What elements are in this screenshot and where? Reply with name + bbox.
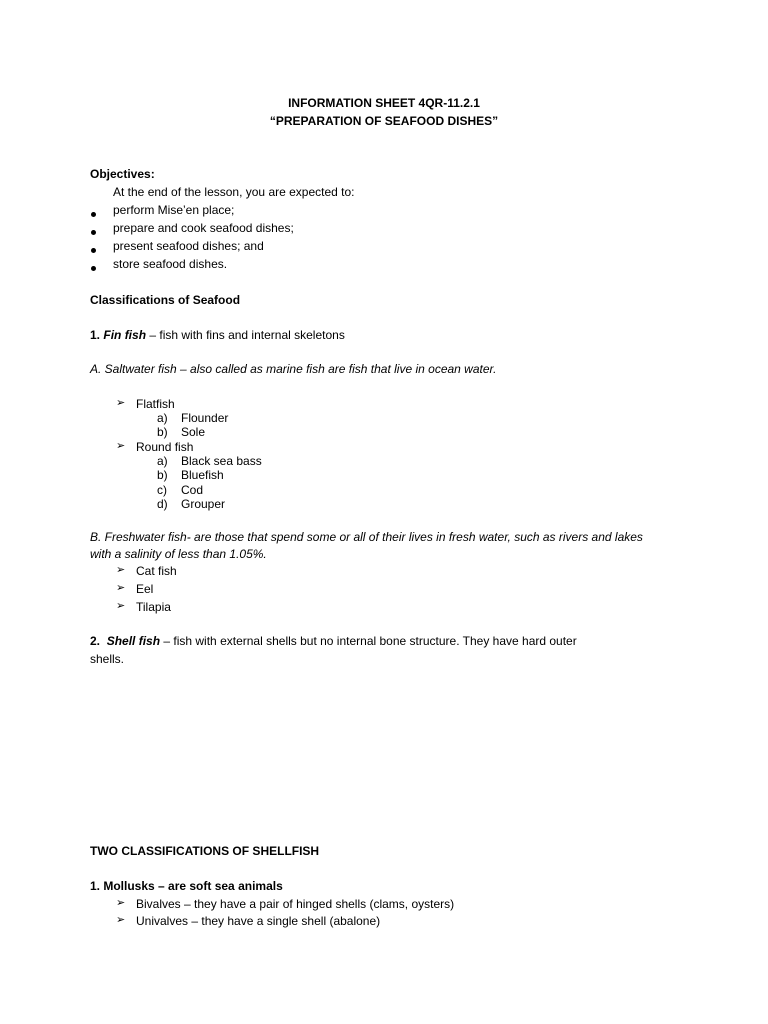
shellfish-classifications-heading: TWO CLASSIFICATIONS OF SHELLFISH [90, 844, 320, 858]
list-marker: b) [157, 425, 168, 439]
fin-fish-number: 1. [90, 328, 101, 342]
freshwater-fish-definition: B. Freshwater fish- are those that spend some or all of their lives in fresh water, such as rivers and lakes [90, 530, 643, 544]
shell-fish-term: Shell fish [106, 634, 161, 648]
flatfish-label: Flatfish [136, 397, 175, 411]
fin-fish-term: Fin fish [103, 328, 147, 342]
objective-item: perform Mise’en place; [113, 203, 235, 217]
freshwater-fish-definition-cont: with a salinity of less than 1.05%. [90, 547, 267, 561]
list-item: Bluefish [181, 468, 224, 482]
arrowhead-bullet-icon: ➢ [116, 897, 126, 909]
list-marker: a) [157, 411, 168, 425]
list-item: Tilapia [136, 600, 171, 614]
arrowhead-bullet-icon: ➢ [116, 564, 126, 576]
list-marker: b) [157, 468, 168, 482]
bullet-dot-icon [91, 248, 96, 253]
arrowhead-bullet-icon: ➢ [116, 914, 126, 926]
bullet-dot-icon [91, 230, 96, 235]
arrowhead-bullet-icon: ➢ [116, 600, 126, 612]
list-item: Flounder [181, 411, 229, 425]
arrowhead-bullet-icon: ➢ [116, 440, 126, 452]
objective-item: store seafood dishes. [113, 257, 228, 271]
list-item: Univalves – they have a single shell (abalone) [136, 914, 381, 928]
list-item: Bivalves – they have a pair of hinged shells (clams, oysters) [136, 897, 455, 911]
objective-item: prepare and cook seafood dishes; [113, 221, 294, 235]
list-item: Black sea bass [181, 454, 262, 468]
list-marker: a) [157, 454, 168, 468]
list-item: Grouper [181, 497, 226, 511]
bullet-dot-icon [91, 266, 96, 271]
list-marker: d) [157, 497, 168, 511]
saltwater-fish-definition: A. Saltwater fish – also called as marine fish are fish that live in ocean water. [90, 362, 497, 376]
fin-fish-line [90, 327, 345, 343]
shell-fish-line [90, 633, 577, 649]
document-subtitle: “PREPARATION OF SEAFOOD DISHES” [269, 114, 499, 128]
fin-fish-description: – fish with fins and internal skeletons [149, 328, 345, 342]
objectives-heading: Objectives: [90, 167, 155, 181]
list-item: Cod [181, 483, 204, 497]
objective-item: present seafood dishes; and [113, 239, 264, 253]
round-fish-label: Round fish [136, 440, 194, 454]
bullet-dot-icon [91, 212, 96, 217]
shell-fish-description-cont: shells. [90, 652, 125, 666]
list-item: Cat fish [136, 564, 177, 578]
list-item: Eel [136, 582, 154, 596]
shell-fish-number: 2. [90, 634, 101, 648]
classifications-heading: Classifications of Seafood [90, 293, 241, 307]
document-title: INFORMATION SHEET 4QR-11.2.1 [288, 96, 480, 110]
shell-fish-description: – fish with external shells but no internal bone structure. They have hard outer [163, 634, 577, 648]
objectives-intro: At the end of the lesson, you are expected to: [113, 185, 355, 199]
list-item: Sole [181, 425, 206, 439]
arrowhead-bullet-icon: ➢ [116, 397, 126, 409]
mollusks-line: 1. Mollusks – are soft sea animals [90, 879, 283, 893]
list-marker: c) [157, 483, 167, 497]
arrowhead-bullet-icon: ➢ [116, 582, 126, 594]
